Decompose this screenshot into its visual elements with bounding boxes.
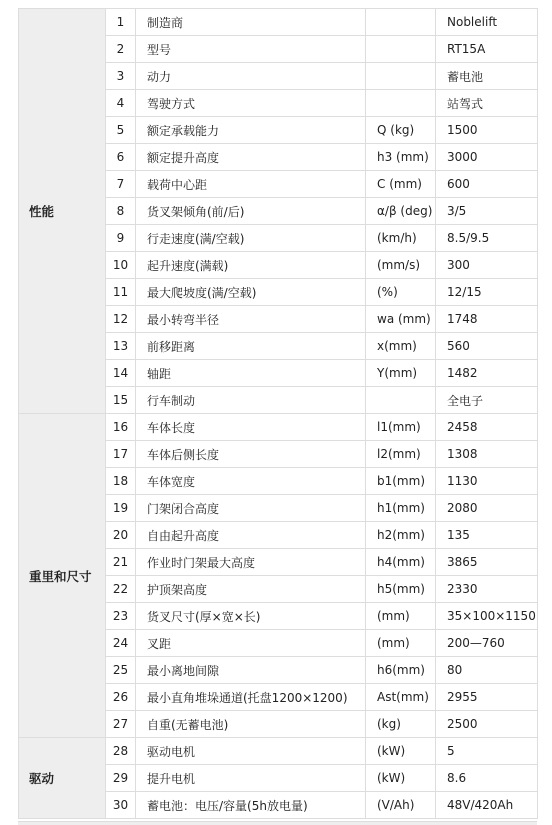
- row-number: 15: [106, 387, 136, 414]
- row-number: 22: [106, 576, 136, 603]
- spec-value: 2500: [436, 711, 538, 738]
- spec-value: 200—760: [436, 630, 538, 657]
- spec-name: 起升速度(满载): [136, 252, 366, 279]
- spec-unit: b1(mm): [366, 468, 436, 495]
- spec-unit: [366, 63, 436, 90]
- row-number: 1: [106, 9, 136, 36]
- spec-name: 自由起升高度: [136, 522, 366, 549]
- row-number: 27: [106, 711, 136, 738]
- spec-name: 车体后侧长度: [136, 441, 366, 468]
- spec-unit: l2(mm): [366, 441, 436, 468]
- row-number: 4: [106, 90, 136, 117]
- spec-name: 叉距: [136, 630, 366, 657]
- spec-value: RT15A: [436, 36, 538, 63]
- spec-unit: (kW): [366, 738, 436, 765]
- spec-unit: [366, 387, 436, 414]
- spec-value: 3/5: [436, 198, 538, 225]
- spec-name: 作业时门架最大高度: [136, 549, 366, 576]
- spec-name: 货叉架倾角(前/后): [136, 198, 366, 225]
- category-cell: 重里和尺寸: [19, 414, 106, 738]
- row-number: 28: [106, 738, 136, 765]
- spec-unit: h6(mm): [366, 657, 436, 684]
- spec-value: 1482: [436, 360, 538, 387]
- row-number: 24: [106, 630, 136, 657]
- spec-name: 载荷中心距: [136, 171, 366, 198]
- row-number: 11: [106, 279, 136, 306]
- row-number: 13: [106, 333, 136, 360]
- table-row: [19, 738, 538, 765]
- spec-value: 2458: [436, 414, 538, 441]
- row-number: 8: [106, 198, 136, 225]
- spec-value: 1308: [436, 441, 538, 468]
- spec-unit: l1(mm): [366, 414, 436, 441]
- row-number: 18: [106, 468, 136, 495]
- spec-value: 8.5/9.5: [436, 225, 538, 252]
- spec-unit: C (mm): [366, 171, 436, 198]
- spec-unit: h3 (mm): [366, 144, 436, 171]
- spec-value: 300: [436, 252, 538, 279]
- row-number: 9: [106, 225, 136, 252]
- row-number: 7: [106, 171, 136, 198]
- spec-value: 560: [436, 333, 538, 360]
- spec-name: 蓄电池：电压/容量(5h放电量): [136, 792, 366, 819]
- spec-name: 车体长度: [136, 414, 366, 441]
- spec-unit: (mm): [366, 603, 436, 630]
- category-cell: 性能: [19, 9, 106, 414]
- spec-value: 1748: [436, 306, 538, 333]
- spec-name: 行车制动: [136, 387, 366, 414]
- spec-unit: (V/Ah): [366, 792, 436, 819]
- row-number: 20: [106, 522, 136, 549]
- spec-value: 2080: [436, 495, 538, 522]
- spec-name: 最小直角堆垛通道(托盘1200×1200): [136, 684, 366, 711]
- table-bottom-edge: [18, 821, 537, 825]
- spec-name: 护顶架高度: [136, 576, 366, 603]
- spec-table: [18, 8, 538, 819]
- spec-value: 全电子: [436, 387, 538, 414]
- spec-unit: x(mm): [366, 333, 436, 360]
- spec-unit: wa (mm): [366, 306, 436, 333]
- spec-value: 2330: [436, 576, 538, 603]
- spec-unit: [366, 90, 436, 117]
- row-number: 3: [106, 63, 136, 90]
- spec-name: 车体宽度: [136, 468, 366, 495]
- spec-value: 600: [436, 171, 538, 198]
- spec-name: 轴距: [136, 360, 366, 387]
- spec-unit: (mm/s): [366, 252, 436, 279]
- spec-name: 驾驶方式: [136, 90, 366, 117]
- spec-value: 80: [436, 657, 538, 684]
- spec-value: 5: [436, 738, 538, 765]
- spec-name: 动力: [136, 63, 366, 90]
- spec-unit: h4(mm): [366, 549, 436, 576]
- row-number: 6: [106, 144, 136, 171]
- category-cell: 驱动: [19, 738, 106, 819]
- spec-unit: (km/h): [366, 225, 436, 252]
- row-number: 29: [106, 765, 136, 792]
- spec-name: 行走速度(满/空载): [136, 225, 366, 252]
- spec-unit: Ast(mm): [366, 684, 436, 711]
- row-number: 30: [106, 792, 136, 819]
- spec-unit: (kW): [366, 765, 436, 792]
- row-number: 21: [106, 549, 136, 576]
- row-number: 16: [106, 414, 136, 441]
- spec-unit: h5(mm): [366, 576, 436, 603]
- table-row: [19, 414, 538, 441]
- spec-unit: (kg): [366, 711, 436, 738]
- row-number: 23: [106, 603, 136, 630]
- spec-unit: [366, 36, 436, 63]
- spec-value: 8.6: [436, 765, 538, 792]
- spec-name: 前移距离: [136, 333, 366, 360]
- spec-unit: h1(mm): [366, 495, 436, 522]
- table-row: [19, 9, 538, 36]
- spec-unit: (mm): [366, 630, 436, 657]
- spec-value: 1130: [436, 468, 538, 495]
- spec-unit: Q (kg): [366, 117, 436, 144]
- spec-value: 2955: [436, 684, 538, 711]
- spec-name: 额定提升高度: [136, 144, 366, 171]
- row-number: 26: [106, 684, 136, 711]
- row-number: 10: [106, 252, 136, 279]
- spec-name: 型号: [136, 36, 366, 63]
- spec-value: 3865: [436, 549, 538, 576]
- spec-name: 货叉尺寸(厚×宽×长): [136, 603, 366, 630]
- spec-value: 站驾式: [436, 90, 538, 117]
- row-number: 25: [106, 657, 136, 684]
- spec-table-body: [19, 9, 538, 819]
- spec-value: 12/15: [436, 279, 538, 306]
- spec-unit: Y(mm): [366, 360, 436, 387]
- row-number: 14: [106, 360, 136, 387]
- spec-name: 额定承载能力: [136, 117, 366, 144]
- spec-value: 蓄电池: [436, 63, 538, 90]
- spec-value: Noblelift: [436, 9, 538, 36]
- row-number: 17: [106, 441, 136, 468]
- spec-name: 自重(无蓄电池): [136, 711, 366, 738]
- row-number: 19: [106, 495, 136, 522]
- spec-name: 最大爬坡度(满/空载): [136, 279, 366, 306]
- spec-name: 提升电机: [136, 765, 366, 792]
- row-number: 12: [106, 306, 136, 333]
- spec-unit: h2(mm): [366, 522, 436, 549]
- row-number: 2: [106, 36, 136, 63]
- spec-name: 最小离地间隙: [136, 657, 366, 684]
- row-number: 5: [106, 117, 136, 144]
- spec-unit: [366, 9, 436, 36]
- spec-value: 3000: [436, 144, 538, 171]
- spec-unit: (%): [366, 279, 436, 306]
- spec-name: 制造商: [136, 9, 366, 36]
- spec-value: 135: [436, 522, 538, 549]
- spec-name: 最小转弯半径: [136, 306, 366, 333]
- spec-unit: α/β (deg): [366, 198, 436, 225]
- spec-value: 1500: [436, 117, 538, 144]
- spec-value: 48V/420Ah: [436, 792, 538, 819]
- spec-name: 驱动电机: [136, 738, 366, 765]
- spec-value: 35×100×1150: [436, 603, 538, 630]
- spec-name: 门架闭合高度: [136, 495, 366, 522]
